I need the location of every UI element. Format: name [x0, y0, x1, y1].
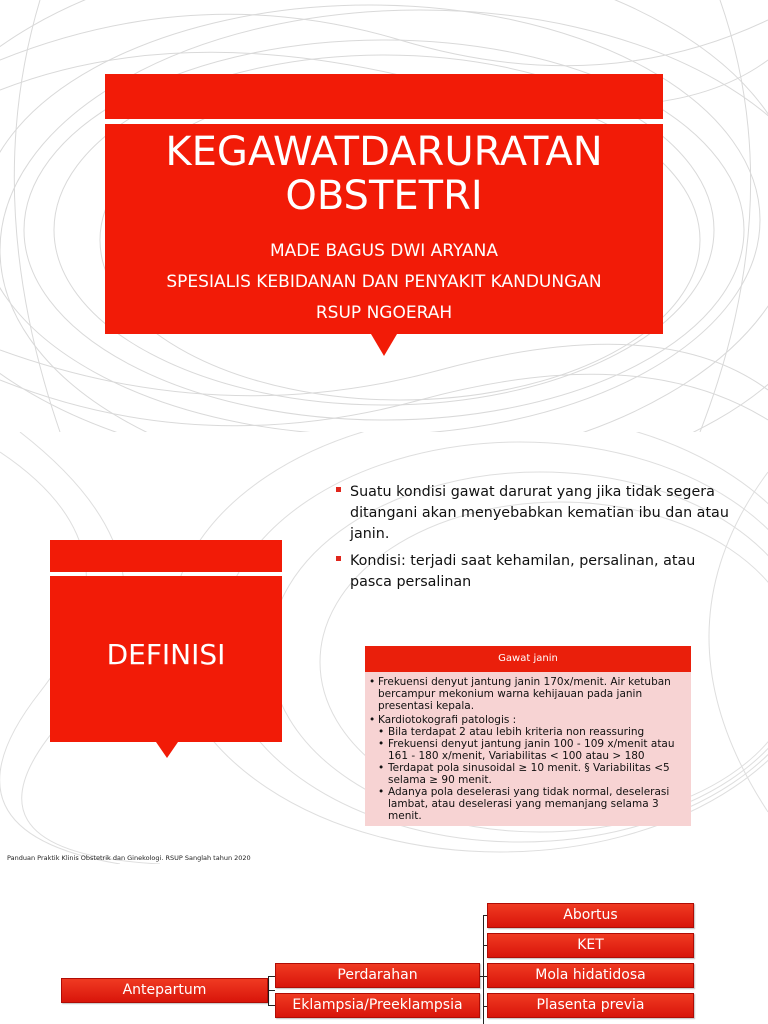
square-bullet-icon	[336, 556, 341, 561]
connector-line	[268, 990, 275, 991]
author-name: MADE BAGUS DWI ARYANA	[269, 241, 499, 261]
table-sub-item: • Frekuensi denyut jantung janin 100 - 109 x/menit atau 161 - 180 x/menit, Variabilitas < 100 atau > 180	[378, 738, 675, 762]
square-bullet-icon	[336, 487, 341, 492]
definition-slide	[0, 432, 768, 864]
connector-line	[483, 915, 484, 1024]
table-sub-item: • Bila terdapat 2 atau lebih kriteria non reassuring	[378, 726, 645, 738]
definition-box	[50, 576, 282, 742]
main-title-text: KEGAWATDARURATAN OBSTETRI	[165, 129, 603, 219]
definition-pointer-triangle	[156, 742, 178, 758]
table-sub-item: • Terdapat pola sinusoidal ≥ 10 menit. § Variabilitas <5 selama ≥ 90 menit.	[378, 762, 670, 786]
definition-bullet-list	[336, 482, 736, 599]
source-footnote: Panduan Praktik Klinis Obstetrik dan Ginekologi. RSUP Sanglah tahun 2020	[7, 854, 251, 862]
node-abortus: Abortus	[487, 903, 694, 928]
table-body	[365, 672, 691, 822]
node-ket: KET	[487, 933, 694, 958]
title-box	[105, 124, 663, 334]
node-mola-hidatidosa: Mola hidatidosa	[487, 963, 694, 988]
bullet-dot-icon: •	[378, 762, 385, 774]
bullet-dot-icon: •	[378, 786, 385, 798]
bullet-dot-icon: •	[369, 676, 376, 688]
node-perdarahan: Perdarahan	[275, 963, 480, 988]
bullet-dot-icon: •	[378, 726, 385, 738]
node-plasenta-previa: Plasenta previa	[487, 993, 694, 1018]
gawat-janin-table	[365, 646, 691, 826]
definition-top-bar	[50, 540, 282, 572]
title-slide	[0, 0, 768, 432]
table-header: Gawat janin	[365, 646, 691, 672]
connector-line	[268, 976, 275, 977]
list-item: Kondisi: terjadi saat kehamilan, persalinan, atau pasca persalinan	[336, 551, 736, 593]
table-item: • Kardiotokografi patologis :	[369, 714, 517, 726]
title-pointer-triangle	[371, 334, 397, 356]
table-item: • Frekuensi denyut jantung janin 170x/menit. Air ketuban bercampur mekonium warna kehijauan pada janin presentasi kepala.	[369, 676, 671, 712]
bullet-dot-icon: •	[378, 738, 385, 750]
node-antepartum: Antepartum	[61, 978, 268, 1003]
table-sub-item: • Adanya pola deselerasi yang tidak normal, deselerasi lambat, atau deselerasi yang memanjang selama 3 menit.	[378, 786, 670, 822]
connector-line	[268, 976, 269, 1005]
author-hospital: RSUP NGOERAH	[315, 303, 453, 323]
section-title: DEFINISI	[106, 638, 226, 671]
subtitle-block	[105, 236, 663, 329]
node-eklampsia: Eklampsia/Preeklampsia	[275, 993, 480, 1018]
hierarchy-slide	[0, 866, 768, 1024]
author-specialty: SPESIALIS KEBIDANAN DAN PENYAKIT KANDUNGAN	[166, 272, 602, 292]
main-title	[105, 130, 663, 218]
list-item: Suatu kondisi gawat darurat yang jika tidak segera ditangani akan menyebabkan kematian ibu dan atau janin.	[336, 482, 736, 545]
title-top-bar	[105, 74, 663, 119]
bullet-dot-icon: •	[369, 714, 376, 726]
connector-line	[268, 1005, 275, 1006]
